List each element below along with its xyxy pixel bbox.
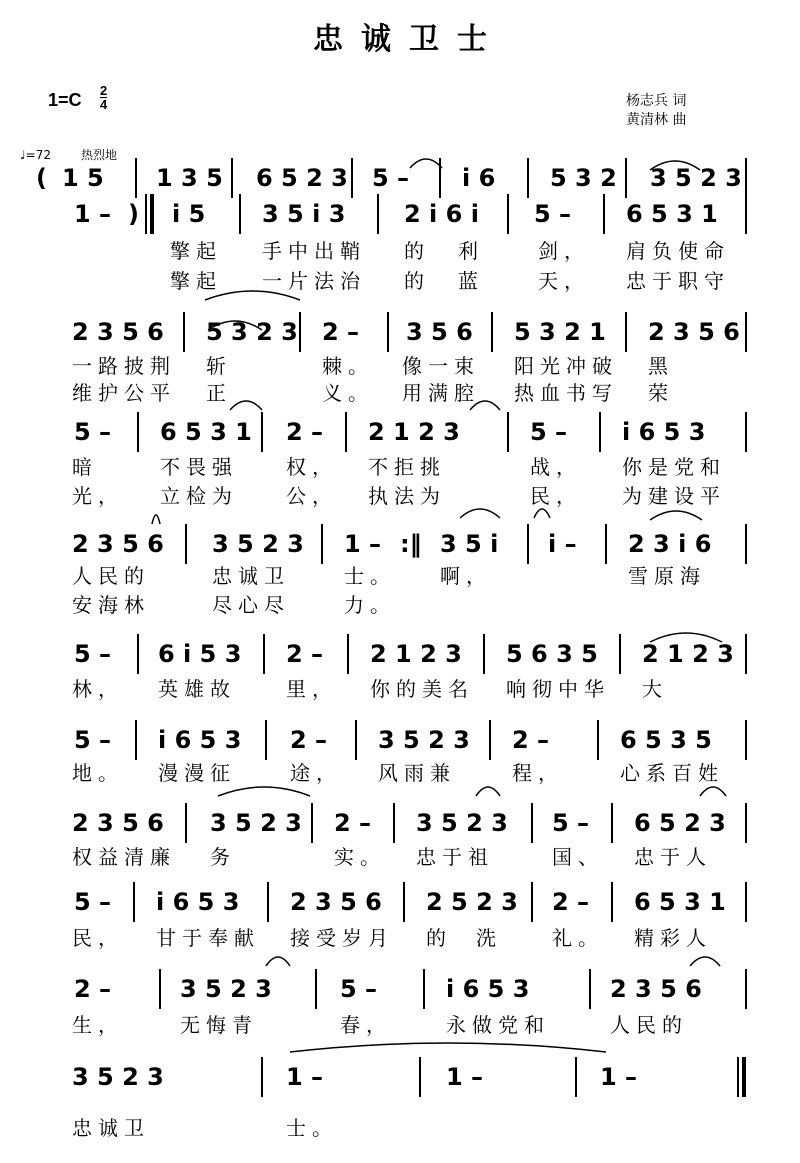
system-2 [74, 194, 746, 293]
note-group: 5 – [74, 418, 112, 446]
lyric: 春， [340, 1013, 392, 1037]
note-group: 2 – [512, 726, 550, 754]
lyric: 士。 [286, 1116, 338, 1140]
bracket: ) [128, 200, 139, 228]
note-group: 1 – [344, 530, 382, 558]
note-group: 6 5 3 1 [634, 888, 726, 916]
system-3 [72, 312, 746, 405]
lyric: 风雨兼 [378, 761, 456, 785]
note-group: 5 – [74, 888, 112, 916]
note-group: 5 – [74, 726, 112, 754]
note-group: i 5 [172, 200, 206, 228]
composer-credit: 黄清林 曲 [626, 112, 687, 128]
note-group: i – [548, 530, 577, 558]
note-group: 5 – [372, 164, 410, 192]
lyric: 暗 [72, 455, 98, 479]
note-group: 3 5 2 3 [650, 164, 742, 192]
note-group: 1 5 [62, 164, 104, 192]
meter-bottom: 4 [100, 97, 108, 112]
lyric: 忠于人 [634, 845, 712, 869]
note-group: 2 – [74, 975, 112, 1003]
system-6 [72, 634, 746, 701]
lyric: 斩 [206, 354, 232, 378]
note-group: 2 3 5 6 [72, 809, 164, 837]
lyric: 接受岁月 [290, 926, 394, 950]
note-group: 3 5 2 3 [180, 975, 272, 1003]
lyric: 的 [404, 239, 430, 263]
system-9 [72, 882, 746, 950]
note-group: 2 3 5 6 [610, 975, 702, 1003]
lyric: 务 [210, 845, 236, 869]
lyric: 你是党和 [622, 455, 726, 479]
lyric: 忠于职守 [626, 269, 730, 293]
system-7 [72, 720, 746, 785]
slur [460, 509, 500, 518]
lyric: 擎起 [170, 239, 222, 263]
lyric: 忠诚卫 [212, 564, 290, 588]
note-group: 2 1 2 3 [370, 640, 462, 668]
tempo-bpm: ♩=72 [20, 148, 51, 162]
lyric: 林， [72, 677, 124, 701]
lyric: 战， [530, 455, 582, 479]
system-4 [72, 412, 746, 508]
lyric: 民， [72, 926, 124, 950]
lyric: 人民的 [610, 1013, 688, 1037]
lyric: 士。 [344, 564, 396, 588]
lyric: 剑， [538, 239, 590, 263]
slur [218, 787, 310, 796]
note-group: 1 – [446, 1063, 484, 1091]
slur [700, 787, 726, 796]
slur [152, 515, 160, 524]
lyric: 黑 [648, 354, 674, 378]
lyric: 安海林 [72, 593, 150, 617]
lyric: 像一束 [402, 354, 480, 378]
lyric: 英雄故 [158, 677, 236, 701]
note-group: 1 3 5 [156, 164, 223, 192]
lyric: 精彩人 [634, 926, 712, 950]
note-group: 2 5 2 3 [426, 888, 518, 916]
system-5 [72, 524, 746, 617]
note-group: 5 3 2 1 [514, 318, 606, 346]
lyric: 光， [72, 484, 124, 508]
note-group: 3 5 6 [406, 318, 473, 346]
lyric: 漫漫征 [158, 761, 236, 785]
note-group: 6 5 2 3 [634, 809, 726, 837]
note-group: 6 5 3 1 [160, 418, 252, 446]
lyric: 忠于祖 [416, 845, 494, 869]
note-group: 3 5 2 3 [72, 1063, 164, 1091]
lyric: 程， [512, 761, 564, 785]
note-group: 2 – [552, 888, 590, 916]
note-group: 5 3 2 [550, 164, 617, 192]
note-group: 5 6 3 5 [506, 640, 598, 668]
note-group: 6 5 3 5 [620, 726, 712, 754]
lyric: 响彻中华 [506, 677, 610, 701]
lyric: 无悔青 [180, 1013, 258, 1037]
note-group: 1 – [74, 200, 112, 228]
lyric: 忠诚卫 [72, 1116, 150, 1140]
note-group: 2 3 5 6 [72, 318, 164, 346]
lyric: 立检为 [160, 484, 238, 508]
lyric: 热血书写 [514, 381, 618, 405]
lyric: 执法为 [368, 484, 446, 508]
lyric: 维护公平 [72, 381, 176, 405]
lyric: 途， [290, 761, 342, 785]
note-group: 6 i 5 3 [158, 640, 242, 668]
lyric: 民， [530, 484, 582, 508]
note-group: 2 3 5 6 [648, 318, 740, 346]
note-group: 2 i 6 i [404, 200, 479, 228]
lyric: 尽心尽 [212, 593, 290, 617]
note-group: i 6 5 3 [158, 726, 242, 754]
note-group: 2 – [286, 640, 324, 668]
note-group: 2 – [322, 318, 360, 346]
note-group: 3 5 2 3 [210, 809, 302, 837]
note-group: 6 5 2 3 [256, 164, 348, 192]
lyric: 洗 [476, 926, 502, 950]
note-group: 2 – [286, 418, 324, 446]
system-11 [72, 1057, 744, 1140]
lyric: 义。 [322, 381, 374, 405]
note-group: i 6 5 3 [156, 888, 240, 916]
lyric: 为建设平 [622, 484, 726, 508]
lyric: 地。 [72, 761, 124, 785]
note-group: i 6 5 3 [622, 418, 706, 446]
note-group: 1 – [286, 1063, 324, 1091]
system-10 [72, 969, 746, 1037]
note-group: 2 3 5 6 [72, 530, 164, 558]
note-group: 3 5 2 3 [212, 530, 304, 558]
song-title: 忠诚卫士 [313, 22, 505, 57]
lyric: 手中出鞘 [262, 239, 366, 263]
note-group: 2 1 2 3 [642, 640, 734, 668]
lyric: 永做党和 [446, 1013, 550, 1037]
lyric: 心系百姓 [620, 761, 724, 785]
note-group: 1 – [600, 1063, 638, 1091]
note-group: 3 5 2 3 [378, 726, 470, 754]
lyric: 不拒挑 [368, 455, 446, 479]
lyric: 天， [538, 269, 590, 293]
lyric: 用满腔 [402, 381, 480, 405]
slur [690, 957, 720, 966]
note-group: 5 – [552, 809, 590, 837]
note-group: 5 – [534, 200, 572, 228]
bracket: ( [36, 164, 47, 192]
note-group: i 6 5 3 [446, 975, 530, 1003]
note-group: 6 5 3 1 [626, 200, 718, 228]
lyric: 的 [404, 269, 430, 293]
note-group: 2 – [334, 809, 372, 837]
lyric: 生， [72, 1013, 124, 1037]
slur [650, 511, 702, 520]
note-group: 3 5 i 3 [262, 200, 346, 228]
lyric: 礼。 [552, 926, 604, 950]
slur [266, 957, 290, 966]
lyric: 权， [286, 455, 338, 479]
lyric: 蓝 [458, 269, 484, 293]
lyric: 的 [426, 926, 452, 950]
note-group: 3 5 2 3 [416, 809, 508, 837]
lyric: 阳光冲破 [514, 354, 618, 378]
meter-top: 2 [100, 83, 108, 98]
system-8 [72, 803, 746, 869]
note-group: 2 – [290, 726, 328, 754]
note-group: 5 3 2 3 [206, 318, 298, 346]
lyric: 你的美名 [370, 677, 474, 701]
lyric: 一路披荆 [72, 354, 176, 378]
lyric: 肩负使命 [626, 239, 730, 263]
lyric: 雪原海 [628, 564, 706, 588]
note-group: i 6 [462, 164, 496, 192]
slur [534, 509, 550, 518]
note-group: 2 1 2 3 [368, 418, 460, 446]
lyric: 权益清廉 [72, 845, 176, 869]
note-group: 2 3 i 6 [628, 530, 712, 558]
lyricist-credit: 杨志兵 词 [626, 93, 687, 109]
note-group: 5 – [74, 640, 112, 668]
slur [230, 401, 262, 410]
lyric: 里， [286, 677, 338, 701]
lyric: 力。 [344, 593, 396, 617]
lyric: 正 [206, 381, 232, 405]
lyric: 甘于奉献 [156, 926, 260, 950]
lyric: 啊， [440, 564, 492, 588]
lyric: 荣 [648, 381, 674, 405]
note-group: 2 3 5 6 [290, 888, 382, 916]
lyric: 不畏强 [160, 455, 238, 479]
lyric: 公， [286, 484, 338, 508]
system-1 [36, 158, 746, 198]
lyric: 利 [458, 239, 484, 263]
slur [410, 159, 442, 168]
lyric: 大 [642, 677, 668, 701]
lyric: 棘。 [322, 354, 374, 378]
key-signature: 1=C [48, 90, 82, 110]
lyric: 国、 [552, 845, 604, 869]
lyric: 一片法治 [262, 269, 366, 293]
lyric: 擎起 [170, 269, 222, 293]
tempo-expression: 热烈地 [80, 148, 117, 162]
lyric: 人民的 [72, 564, 150, 588]
note-group: 3 5 i [440, 530, 499, 558]
slur [290, 1043, 606, 1052]
bracket: :‖ [400, 530, 422, 558]
note-group: 5 – [530, 418, 568, 446]
slur [476, 787, 500, 796]
lyric: 实。 [334, 845, 386, 869]
note-group: 5 – [340, 975, 378, 1003]
